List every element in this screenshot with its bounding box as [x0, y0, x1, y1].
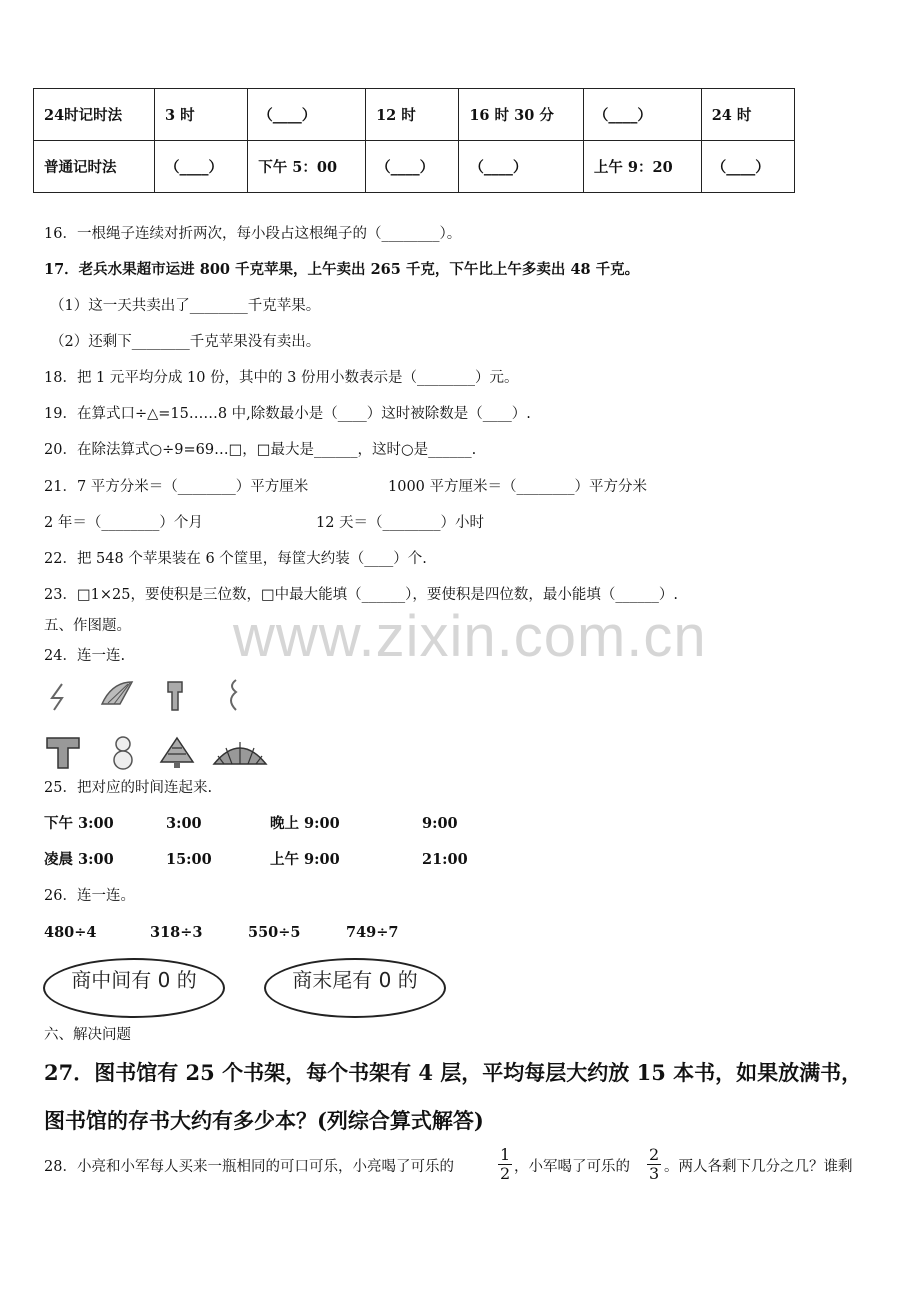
table-cell: （____）: [248, 89, 366, 141]
half-lightning-icon: [44, 678, 78, 718]
question-28-part-c: 。两人各剩下几分之几？谁剩: [664, 1159, 853, 1175]
question-28-part-a: 28．小亮和小军每人买来一瓶相同的可口可乐，小亮喝了可乐的: [44, 1159, 454, 1175]
question-21-a: 21．7 平方分米＝（________）平方厘米: [44, 479, 309, 495]
q25-item: 凌晨 3:00: [44, 851, 114, 868]
q25-item: 下午 3:00: [44, 815, 114, 832]
question-25: 25．把对应的时间连起来.: [44, 780, 213, 796]
section-6-heading: 六、解决问题: [44, 1027, 131, 1043]
table-cell: 普通记时法: [34, 141, 155, 193]
fraction-numerator: 2: [649, 1145, 660, 1164]
q26-item: 550÷5: [248, 924, 301, 941]
table-cell: （____）: [701, 141, 794, 193]
fraction-numerator: 1: [500, 1145, 511, 1164]
question-16: 16．一根绳子连续对折两次，每小段占这根绳子的（________）。: [44, 226, 462, 242]
fraction-one-half: [498, 1146, 512, 1183]
time-conversion-table: [33, 88, 795, 193]
half-snowman-icon: [220, 676, 254, 716]
half-umbrella-icon: [98, 676, 138, 716]
question-17-part-2: （2）还剩下________千克苹果没有卖出。: [50, 334, 321, 350]
mushroom-icon: [44, 732, 82, 772]
table-cell: （____）: [155, 141, 248, 193]
umbrella-icon: [212, 734, 268, 774]
fraction-denominator: 2: [500, 1164, 511, 1183]
q26-item: 480÷4: [44, 924, 97, 941]
ellipse-end-zero: 商末尾有 0 的: [264, 958, 446, 1018]
question-26: 26．连一连。: [44, 888, 135, 904]
table-cell: 上午 9：20: [583, 141, 701, 193]
question-17-part-1: （1）这一天共卖出了________千克苹果。: [50, 298, 321, 314]
half-mushroom-icon: [162, 676, 196, 716]
question-18: 18．把 1 元平均分成 10 份，其中的 3 份用小数表示是（________）元。: [44, 370, 519, 386]
question-23: 23．□1×25，要使积是三位数，□中最大能填（______），要使积是四位数，最小能填（______）.: [44, 587, 679, 603]
question-24: 24．连一连.: [44, 648, 126, 664]
table-row: [34, 141, 795, 193]
snowman-icon: [106, 732, 140, 772]
question-28-part-b: ，小军喝了可乐的: [514, 1159, 630, 1175]
table-cell: 12 时: [366, 89, 459, 141]
q25-item: 晚上 9:00: [270, 815, 340, 832]
q26-item: 318÷3: [150, 924, 203, 941]
ellipse-middle-zero: 商中间有 0 的: [43, 958, 225, 1018]
q25-item: 9:00: [422, 815, 458, 832]
table-cell: 3 时: [155, 89, 248, 141]
question-17: 17．老兵水果超市运进 800 千克苹果，上午卖出 265 千克，下午比上午多卖出 48 千克。: [44, 261, 640, 278]
table-cell: （____）: [366, 141, 459, 193]
table-cell: 24时记时法: [34, 89, 155, 141]
fraction-two-thirds: [647, 1146, 661, 1183]
table-cell: 下午 5：00: [248, 141, 366, 193]
question-20: 20．在除法算式○÷9=69…□，□最大是______，这时○是______.: [44, 442, 477, 458]
section-5-heading: 五、作图题。: [44, 618, 131, 634]
q26-item: 749÷7: [346, 924, 399, 941]
fraction-denominator: 3: [649, 1164, 660, 1183]
question-22: 22．把 548 个苹果装在 6 个筐里，每筐大约装（____）个.: [44, 551, 427, 567]
table-row: [34, 89, 795, 141]
tree-icon: [158, 734, 196, 774]
question-21-d: 12 天＝（________）小时: [316, 515, 485, 531]
q25-item: 21:00: [422, 851, 468, 868]
q25-item: 3:00: [166, 815, 202, 832]
table-cell: 16 时 30 分: [459, 89, 584, 141]
q25-item: 15:00: [166, 851, 212, 868]
question-21-c: 2 年＝（________）个月: [44, 515, 203, 531]
question-27-line-1: 27．图书馆有 25 个书架，每个书架有 4 层，平均每层大约放 15 本书，如果放满书，: [44, 1060, 863, 1085]
watermark: www.zixin.com.cn: [233, 604, 707, 669]
table-cell: （____）: [459, 141, 584, 193]
question-21-b: 1000 平方厘米＝（________）平方分米: [388, 479, 648, 495]
q25-item: 上午 9:00: [270, 851, 340, 868]
question-27-line-2: 图书馆的存书大约有多少本？(列综合算式解答): [44, 1108, 484, 1133]
table-cell: （____）: [583, 89, 701, 141]
question-19: 19．在算式口÷△=15……8 中,除数最小是（____）这时被除数是（____）.: [44, 406, 531, 422]
table-cell: 24 时: [701, 89, 794, 141]
